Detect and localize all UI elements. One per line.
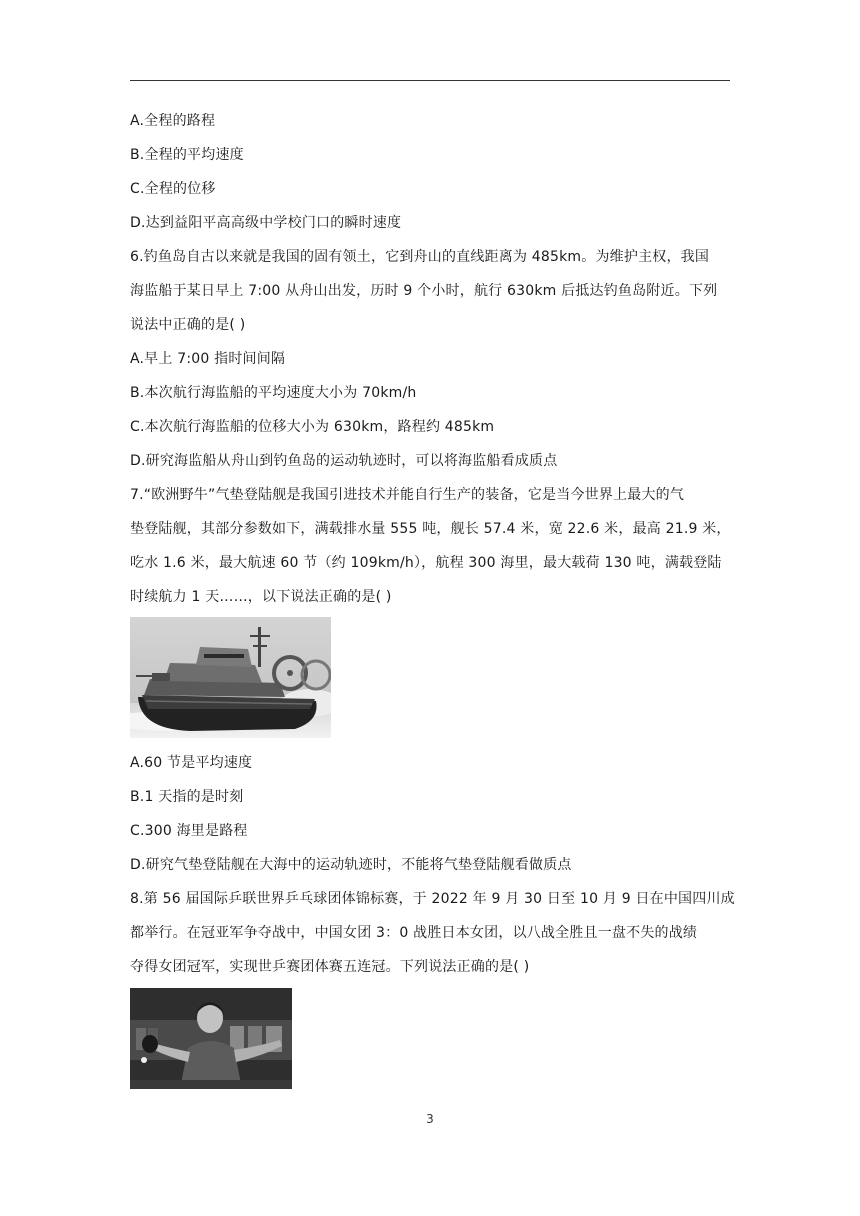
q7-stem-line-1: 7.“欧洲野牛”气垫登陆舰是我国引进技术并能自行生产的装备，它是当今世界上最大的气 [130,487,685,503]
q7-option-d: D.研究气垫登陆舰在大海中的运动轨迹时，不能将气垫登陆舰看做质点 [130,857,572,873]
q7-stem-line-2: 垫登陆舰，其部分参数如下，满载排水量 555 吨，舰长 57.4 米，宽 22.6 米，最高 21.9 米， [130,521,731,537]
q6-stem-line-1: 6.钓鱼岛自古以来就是我国的固有领土，它到舟山的直线距离为 485km。为维护主权，我国 [130,249,710,265]
q6-option-a: A.早上 7:00 指时间间隔 [130,351,286,367]
q6-stem-line-3: 说法中正确的是( ) [130,317,246,333]
q8-stem-line-1: 8.第 56 届国际乒联世界乒乓球团体锦标赛，于 2022 年 9 月 30 日至 10 月 9 日在中国四川成 [130,891,735,907]
q7-stem-line-4: 时续航力 1 天……，以下说法正确的是( ) [130,589,392,605]
q7-option-a: A.60 节是平均速度 [130,755,253,771]
hovercraft-photo [130,617,331,738]
page-number: 3 [426,1112,434,1126]
q7-stem-line-3: 吃水 1.6 米，最大航速 60 节（约 109km/h），航程 300 海里，最大载荷 130 吨，满载登陆 [130,555,722,571]
q8-stem-line-2: 都举行。在冠亚军争夺战中，中国女团 3：0 战胜日本女团，以八战全胜且一盘不失的战绩 [130,925,698,941]
q6-option-c: C.本次航行海监船的位移大小为 630km，路程约 485km [130,419,495,435]
q5-option-d: D.达到益阳平高高级中学校门口的瞬时速度 [130,215,402,231]
header-rule [130,80,730,81]
q5-option-c: C.全程的位移 [130,181,216,197]
q8-stem-line-3: 夺得女团冠军，实现世乒赛团体赛五连冠。下列说法正确的是( ) [130,959,530,975]
q6-option-d: D.研究海监船从舟山到钓鱼岛的运动轨迹时，可以将海监船看成质点 [130,453,558,469]
q6-stem-line-2: 海监船于某日早上 7:00 从舟山出发，历时 9 个小时，航行 630km 后抵达钓鱼岛附近。下列 [130,283,718,299]
q7-option-b: B.1 天指的是时刻 [130,789,244,805]
table-tennis-photo [130,988,292,1089]
q5-option-b: B.全程的平均速度 [130,147,244,163]
q6-option-b: B.本次航行海监船的平均速度大小为 70km/h [130,385,417,401]
q7-option-c: C.300 海里是路程 [130,823,248,839]
q5-option-a: A.全程的路程 [130,113,216,129]
